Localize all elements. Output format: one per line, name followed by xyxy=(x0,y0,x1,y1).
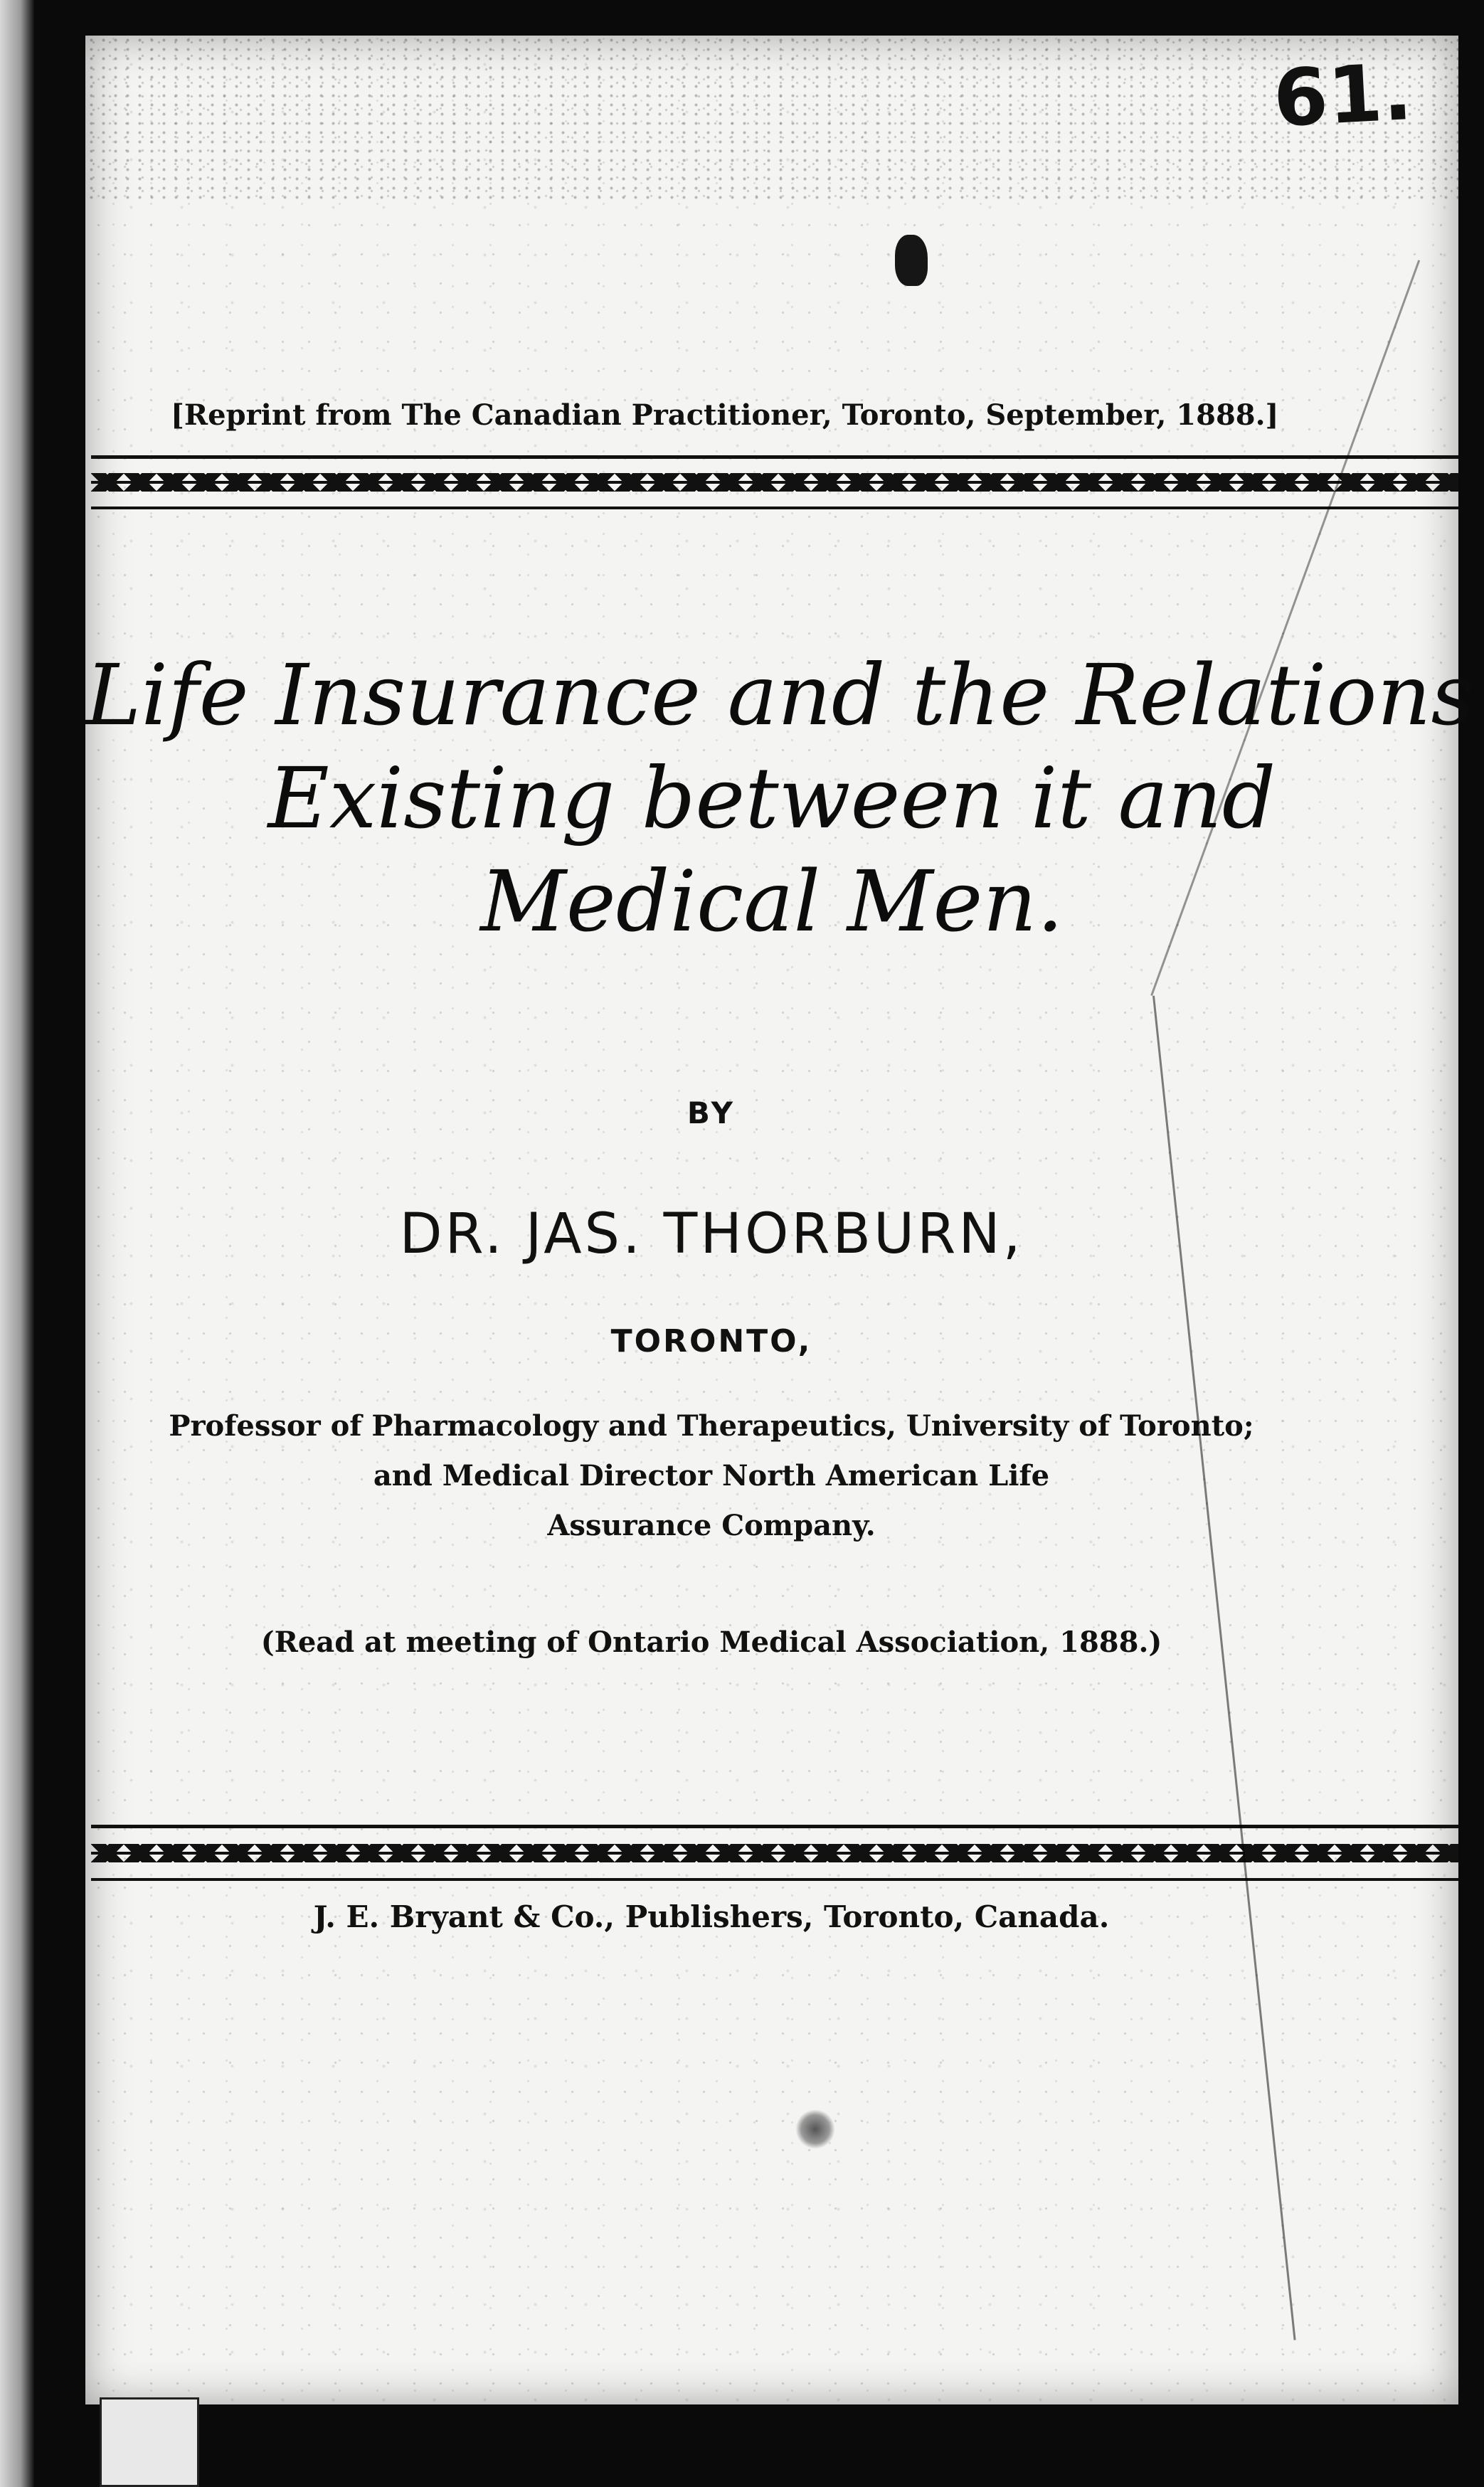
read-at-note: (Read at meeting of Ontario Medical Association, 1888.) xyxy=(260,1626,1162,1659)
affiliation-line-3: Assurance Company. xyxy=(547,1509,876,1542)
author-name: DR. JAS. THORBURN, xyxy=(399,1202,1024,1266)
paper-speckle-top xyxy=(85,36,1458,199)
handwritten-note: 61. xyxy=(1271,46,1415,145)
author-city: TORONTO, xyxy=(610,1323,812,1359)
affiliation-line-2: and Medical Director North American Life xyxy=(373,1459,1050,1492)
top-ornament-line xyxy=(91,481,1458,484)
reprint-line: [Reprint from The Canadian Practitioner, Toronto, September, 1888.] xyxy=(171,398,1279,432)
bottom-ornament-line xyxy=(91,1852,1458,1855)
by-label: BY xyxy=(687,1096,736,1130)
title-line-1: Life Insurance and the Relations xyxy=(85,646,1475,744)
page-title xyxy=(85,644,1475,953)
author-affiliation xyxy=(142,1401,1281,1551)
bottom-rule xyxy=(91,1825,1458,1828)
bottom-rule-lower xyxy=(91,1878,1458,1881)
title-line-2: Existing between it and xyxy=(267,749,1276,847)
binding-edge xyxy=(0,0,34,2487)
top-rule-lower xyxy=(91,507,1458,509)
top-rule xyxy=(91,455,1458,459)
ink-smudge xyxy=(795,2109,835,2149)
archive-tag xyxy=(100,2397,199,2487)
publisher-line: J. E. Bryant & Co., Publishers, Toronto, Canada. xyxy=(313,1899,1110,1934)
affiliation-line-1: Professor of Pharmacology and Therapeutics, University of Toronto; xyxy=(169,1409,1254,1443)
ink-blot xyxy=(895,235,928,286)
title-line-3: Medical Men. xyxy=(480,852,1064,950)
